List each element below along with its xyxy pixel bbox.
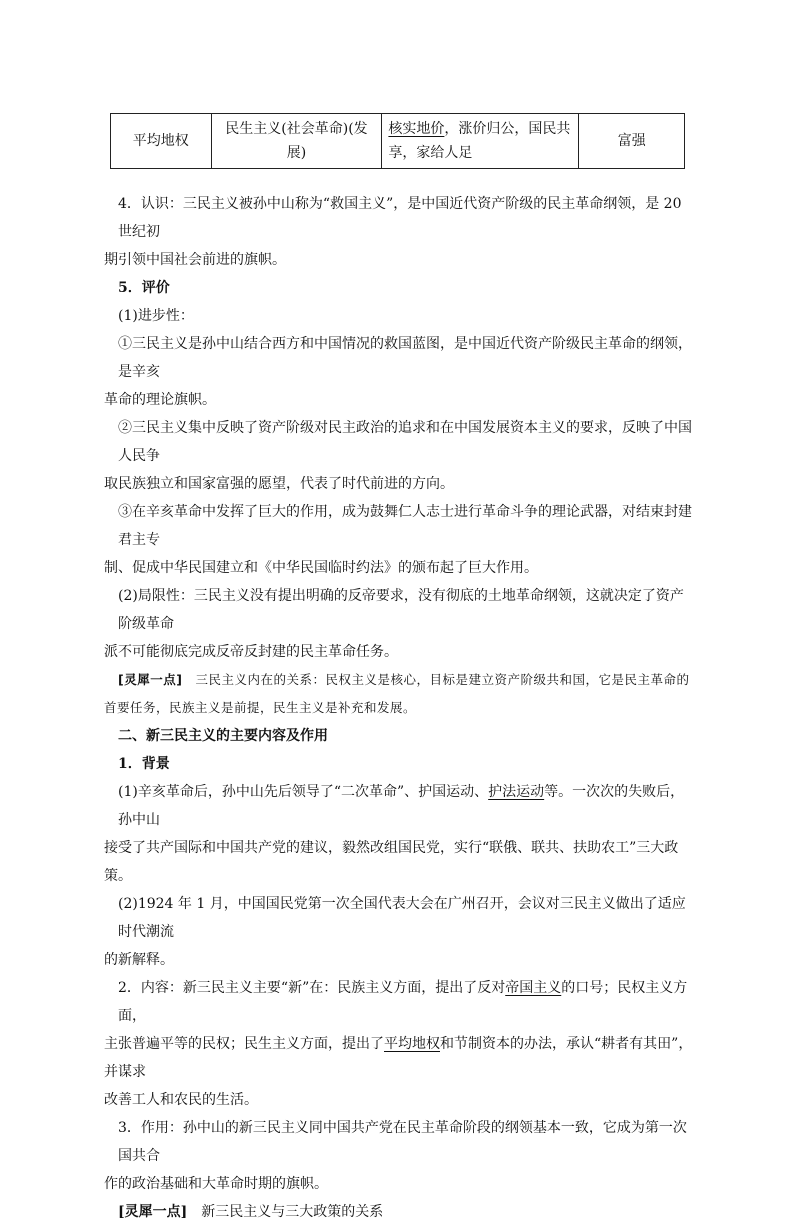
tip-tag: [灵犀一点] (118, 1204, 188, 1220)
tip-line: 首要任务，民族主义是前提，民生主义是补充和发展。 (104, 700, 417, 715)
text-span: 2．内容：新三民主义主要“新”在：民族主义方面，提出了反对 (118, 980, 506, 996)
paragraph-line: 作的政治基础和大革命时期的旗帜。 (104, 1176, 328, 1192)
section-heading: 5．评价 (118, 280, 170, 296)
table-cell-measures (382, 114, 579, 169)
paragraph-line: 期引领中国社会前进的旗帜。 (104, 252, 286, 268)
paragraph-line: 制、促成中华民国建立和《中华民国临时约法》的颁布起了巨大作用。 (104, 560, 538, 576)
paragraph-line: ③在辛亥革命中发挥了巨大的作用，成为鼓舞仁人志士进行革命斗争的理论武器，对结束封建君主专 (118, 504, 692, 548)
table-row (111, 114, 685, 169)
table-cell-goal: 富强 (579, 114, 685, 169)
measures-text-line2: 享，家给人足 (388, 145, 473, 161)
text-span: (1)辛亥革命后，孙中山先后领导了“二次革命”、护国运动、 (118, 784, 489, 800)
paragraph-line (104, 778, 694, 834)
body-text (104, 190, 694, 1226)
paragraph-line: (2)局限性：三民主义没有提出明确的反帝要求，没有彻底的土地革命纲领，这就决定了资产阶级革命 (118, 588, 684, 632)
underlined-term: 护法运动 (488, 784, 545, 800)
underlined-term: 平均地权 (384, 1036, 440, 1052)
tip-line (104, 666, 694, 694)
underlined-term: 核实地价 (388, 121, 445, 137)
text-span: 主张普遍平等的民权；民生主义方面，提出了 (104, 1036, 384, 1052)
principles-table (110, 113, 685, 169)
tip-text: 新三民主义与三大政策的关系 (187, 1204, 384, 1220)
tip-tag: [灵犀一点] (118, 672, 183, 687)
paragraph-line: 派不可能彻底完成反帝反封建的民主革命任务。 (104, 644, 398, 660)
paragraph-line (104, 974, 694, 1030)
paragraph-line: 3．作用：孙中山的新三民主义同中国共产党在民主革命阶段的纲领基本一致，它成为第一次国共合 (118, 1120, 687, 1164)
text-span: 和节制资本的办法，承认“耕者有其田”，并谋求 (104, 1036, 693, 1080)
paragraph-line: ①三民主义是孙中山结合西方和中国情况的救国蓝图，是中国近代资产阶级民主革命的纲领，是辛亥 (118, 336, 692, 380)
paragraph-line: 的新解释。 (104, 952, 174, 968)
table-cell-principle-of-livelihood: 民生主义(社会革命)(发展) (211, 114, 382, 169)
paragraph-line: 改善工人和农民的生活。 (104, 1092, 258, 1108)
paragraph-line: 接受了共产国际和中国共产党的建议，毅然改组国民党，实行“联俄、联共、扶助农工”三大政策。 (104, 840, 679, 884)
paragraph-line: (2)1924 年 1 月，中国国民党第一次全国代表大会在广州召开，会议对三民主义做出了适应时代潮流 (118, 896, 686, 940)
paragraph-line (104, 1030, 694, 1086)
paragraph-line: 取民族独立和国家富强的愿望，代表了时代前进的方向。 (104, 476, 454, 492)
paragraph-line: 革命的理论旗帜。 (104, 392, 216, 408)
table-cell-equalization-of-land: 平均地权 (111, 114, 212, 169)
text-span: 的口号；民权主义方面， (118, 980, 688, 1024)
tip-text: 三民主义内在的关系：民权主义是核心，目标是建立资产阶级共和国，它是民主革命的 (182, 672, 690, 687)
paragraph-line: (1)进步性： (118, 308, 194, 324)
section-heading: 1．背景 (118, 756, 170, 772)
underlined-term: 帝国主义 (505, 980, 562, 996)
paragraph-line: ②三民主义集中反映了资产阶级对民主政治的追求和在中国发展资本主义的要求，反映了中国人民争 (118, 420, 692, 464)
tip-line (104, 1198, 694, 1226)
text-span: 等。一次次的失败后，孙中山 (118, 784, 685, 828)
measures-text: ，涨价归公，国民共 (444, 121, 571, 137)
section-heading: 二、新三民主义的主要内容及作用 (118, 728, 328, 744)
paragraph-line: 4．认识：三民主义被孙中山称为“救国主义”，是中国近代资产阶级的民主革命纲领，是 20 世纪初 (118, 196, 682, 240)
